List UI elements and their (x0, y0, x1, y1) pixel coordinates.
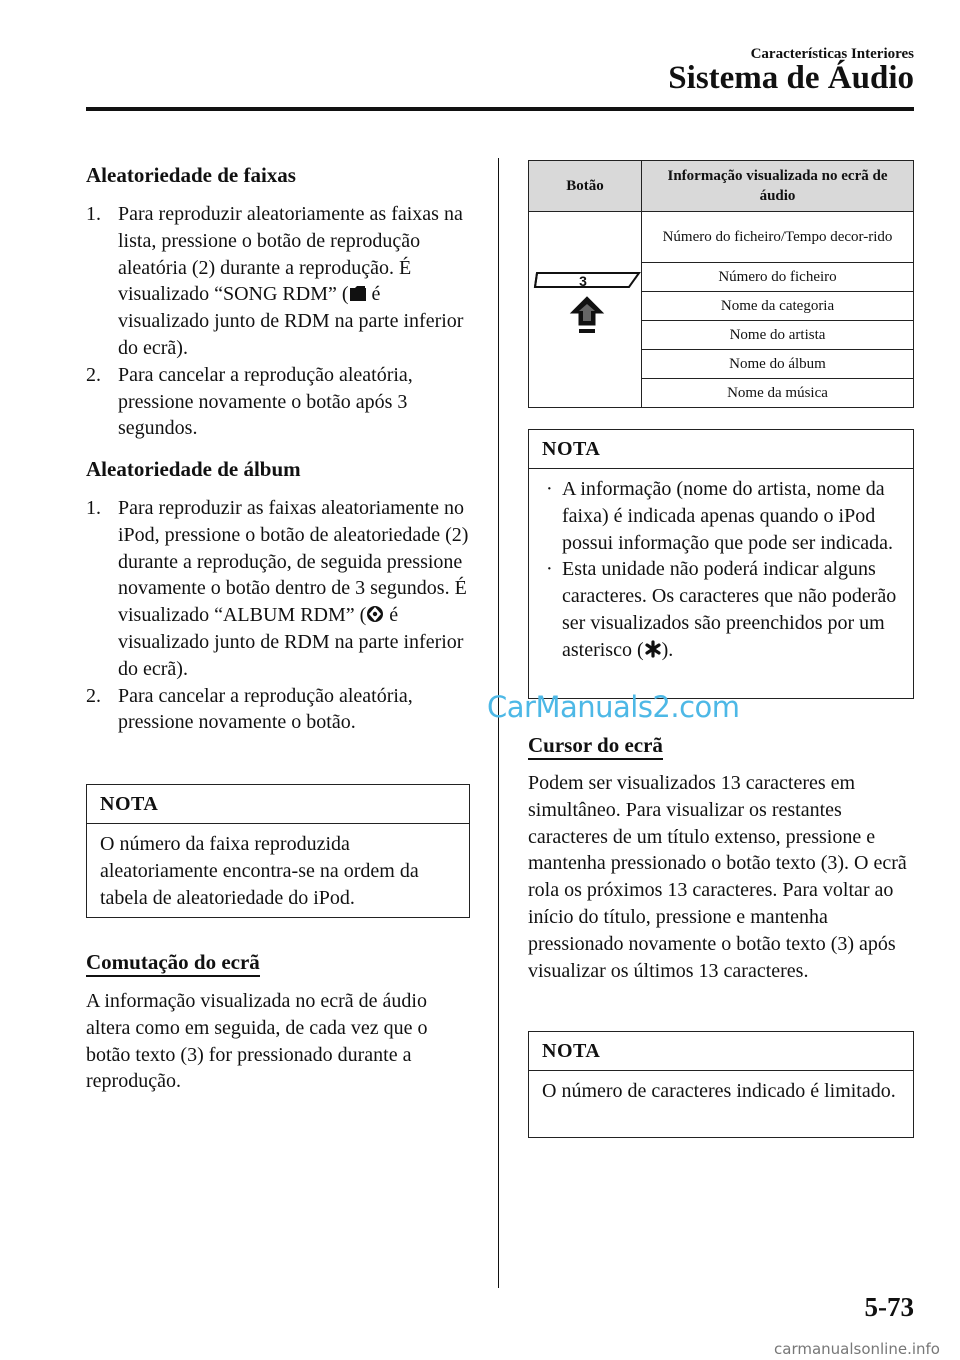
section-label: Características Interiores (750, 46, 914, 62)
note-box-random (86, 784, 470, 918)
asterisk-icon (644, 640, 662, 658)
table-row: Nome do artista (642, 321, 914, 350)
list-item: 2. Para cancelar a reprodução aleatória, pressione novamente o botão após 3 segundos. (86, 363, 413, 440)
list-item: 2. Para cancelar a reprodução aleatória, pressione novamente o botão. (86, 684, 413, 734)
table-row: Nome da música (642, 379, 914, 408)
display-info-table (528, 160, 914, 408)
album-disc-icon (366, 605, 384, 623)
note-box-info (528, 429, 914, 699)
note-box-cursor (528, 1031, 914, 1138)
track-random-steps (86, 201, 470, 442)
table-header-info: Informação visualizada no ecrã de áudio (642, 161, 914, 212)
watermark: CarManuals2.com (487, 690, 740, 724)
display-switch-text: A informação visualizada no ecrã de áudio altera como em seguida, de cada vez que o botão texto (3) for pressionado durante a reprodução. (86, 990, 428, 1093)
cursor-heading: Cursor do ecrã (528, 733, 663, 758)
text-button-3-icon (529, 267, 641, 347)
note-list (529, 469, 913, 672)
note-label: NOTA (87, 785, 469, 824)
table-header-button: Botão (529, 161, 642, 212)
cursor-text: Podem ser visualizados 13 caracteres em simultâneo. Para visualizar os restantes caracteres de um título extenso, pressione e mantenha pressionado o botão texto (3). O ecrã rola os próximos 13 caracteres. Para voltar ao início do título, pressione e mantenha pressionado novamente o botão texto (3) após visualizar os últimos 13 caracteres. (528, 772, 907, 982)
table-row: Número do ficheiro/Tempo decor-rido (642, 212, 914, 263)
text-button-cell (529, 212, 642, 408)
table-row: Número do ficheiro (642, 263, 914, 292)
button-number-label: 3 (579, 272, 587, 289)
list-item: 1. Para reproduzir aleatoriamente as faixas na lista, pressione o botão de reprodução aleatória (2) durante a reprodução. É visualizado “SONG RDM” ( é visualizado junto de RDM na parte inferior do ecrã). (86, 203, 464, 359)
footer-source: carmanualsonline.info (774, 1340, 940, 1358)
note-text: O número da faixa reproduzida aleatoriamente encontra-se na ordem da tabela de aleatoriedade do iPod. (100, 833, 419, 909)
header-rule (86, 107, 914, 111)
page-number: 5-73 (864, 1292, 914, 1322)
list-item: · A informação (nome do artista, nome da faixa) é indicada apenas quando o iPod possui informação que pode ser indicada. (546, 478, 894, 554)
list-item: · Esta unidade não poderá indicar alguns caracteres. Os caracteres que não poderão ser visualizados são preenchidos por um asterisco ( ). (546, 558, 897, 661)
note-label: NOTA (529, 430, 913, 469)
note-label: NOTA (529, 1032, 913, 1071)
table-row: Nome da categoria (642, 292, 914, 321)
track-random-heading: Aleatoriedade de faixas (86, 163, 296, 187)
page-title: Sistema de Áudio (668, 60, 914, 96)
folder-icon (349, 285, 367, 302)
list-item: 1. Para reproduzir as faixas aleatoriamente no iPod, pressione o botão de aleatoriedade (2) durante a reprodução, de seguida pressione novamente o botão dentro de 3 segundos. É visualizado “ALBUM RDM” ( é visualizado junto de RDM na parte inferior do ecrã). (86, 497, 469, 680)
album-random-heading: Aleatoriedade de álbum (86, 457, 301, 481)
display-switch-heading: Comutação do ecrã (86, 950, 260, 975)
album-random-steps (86, 495, 470, 736)
note-text: O número de caracteres indicado é limitado. (542, 1080, 896, 1102)
table-row: Nome do álbum (642, 350, 914, 379)
